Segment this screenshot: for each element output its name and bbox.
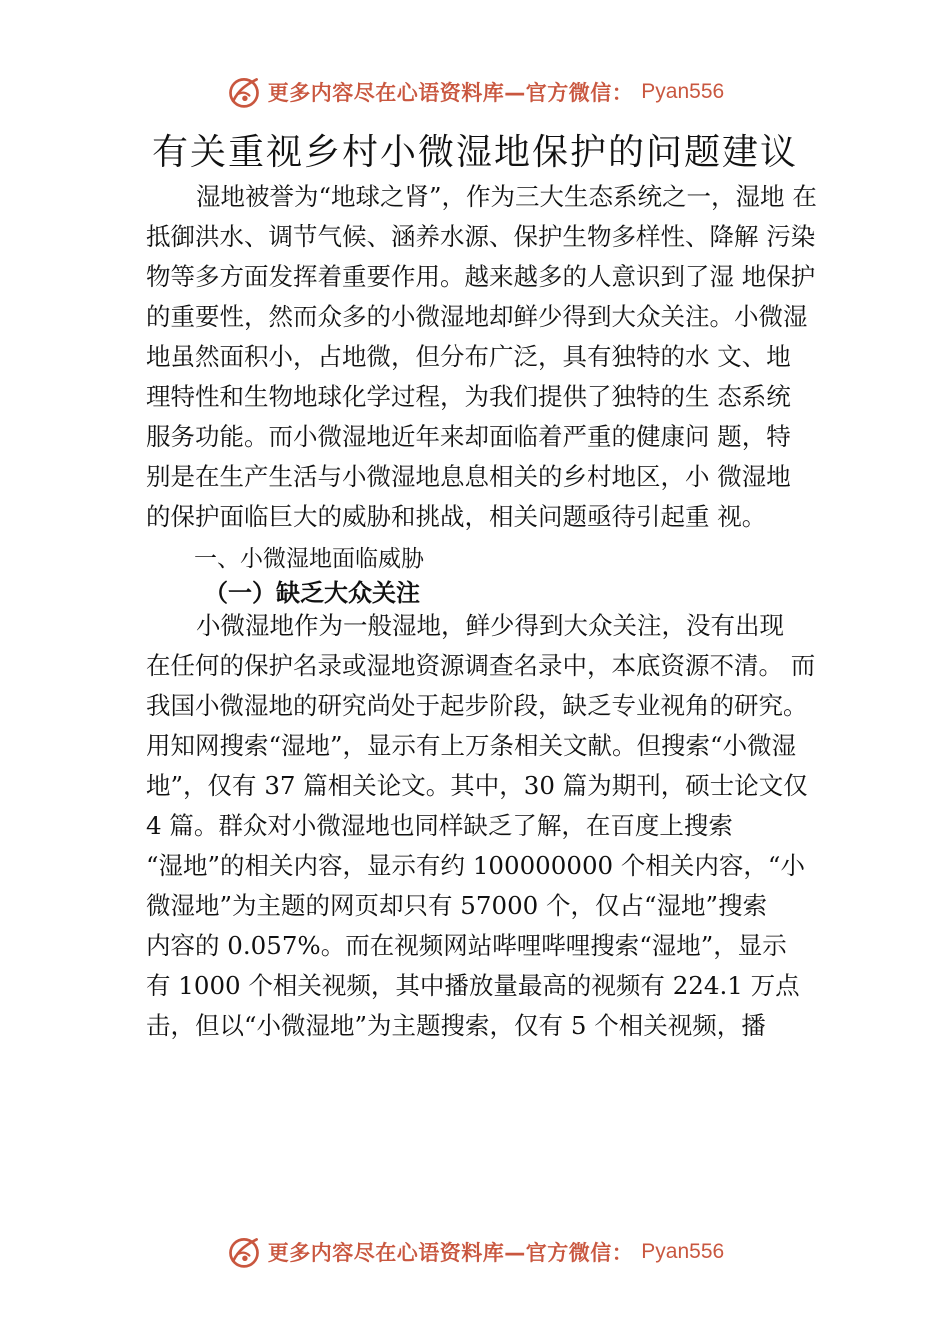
banner-text: 更多内容尽在心语资料库—官方微信：: [267, 81, 634, 105]
intro-paragraph: [146, 177, 836, 537]
text-line: 用知网搜索“湿地”，显示有上万条相关文献。但搜索“小微湿: [146, 731, 797, 760]
text-line: 的保护面临巨大的威胁和挑战，相关问题亟待引起重 视。: [146, 502, 767, 531]
text-line: 湿地被誉为“地球之肾”，作为三大生态系统之一，湿地 在: [196, 182, 817, 211]
text-line: 小微湿地作为一般湿地，鲜少得到大众关注，没有出现: [196, 611, 784, 640]
text-line: 地虽然面积小，占地微，但分布广泛，具有独特的水 文、地: [146, 342, 791, 371]
section-heading: 一、小微湿地面临威胁: [194, 546, 424, 572]
text-line: 有 1000 个相关视频，其中播放量最高的视频有 224.1 万点: [146, 971, 800, 1000]
banner-wechat-id: Pyan556: [641, 80, 725, 103]
header-banner: [0, 72, 950, 112]
text-line: 内容的 0.057%。而在视频网站哔哩哔哩搜索“湿地”，显示: [146, 931, 787, 960]
text-line: 微湿地”为主题的网页却只有 57000 个，仅占“湿地”搜索: [146, 891, 768, 920]
text-line: 地”，仅有 37 篇相关论文。其中，30 篇为期刊，硕士论文仅: [146, 771, 808, 800]
text-line: 物等多方面发挥着重要作用。越来越多的人意识到了湿 地保护: [146, 262, 816, 291]
subsection-heading: （一）缺乏大众关注: [204, 579, 420, 607]
text-line: 4 篇。群众对小微湿地也同样缺乏了解，在百度上搜索: [146, 811, 733, 840]
text-line: 击，但以“小微湿地”为主题搜索，仅有 5 个相关视频，播: [146, 1011, 766, 1040]
document-title: 有关重视乡村小微湿地保护的问题建议: [151, 132, 798, 173]
logo-icon: [226, 74, 262, 110]
text-line: 别是在生产生活与小微湿地息息相关的乡村地区，小 微湿地: [146, 462, 791, 491]
text-line: 我国小微湿地的研究尚处于起步阶段，缺乏专业视角的研究。: [146, 691, 808, 720]
text-line: “湿地”的相关内容，显示有约 100000000 个相关内容，“小: [146, 851, 805, 880]
text-line: 在任何的保护名录或湿地资源调查名录中，本底资源不清。 而: [146, 651, 816, 680]
footer-banner: [0, 1232, 950, 1272]
body-paragraph: [146, 606, 836, 1046]
text-line: 理特性和生物地球化学过程，为我们提供了独特的生 态系统: [146, 382, 791, 411]
text-line: 的重要性，然而众多的小微湿地却鲜少得到大众关注。小微湿: [146, 302, 808, 331]
banner-text: 更多内容尽在心语资料库—官方微信：: [267, 1241, 634, 1265]
banner-wechat-id: Pyan556: [641, 1240, 725, 1263]
logo-icon: [226, 1234, 262, 1270]
text-line: 抵御洪水、调节气候、涵养水源、保护生物多样性、降解 污染: [146, 222, 816, 251]
text-line: 服务功能。而小微湿地近年来却面临着严重的健康问 题，特: [146, 422, 791, 451]
